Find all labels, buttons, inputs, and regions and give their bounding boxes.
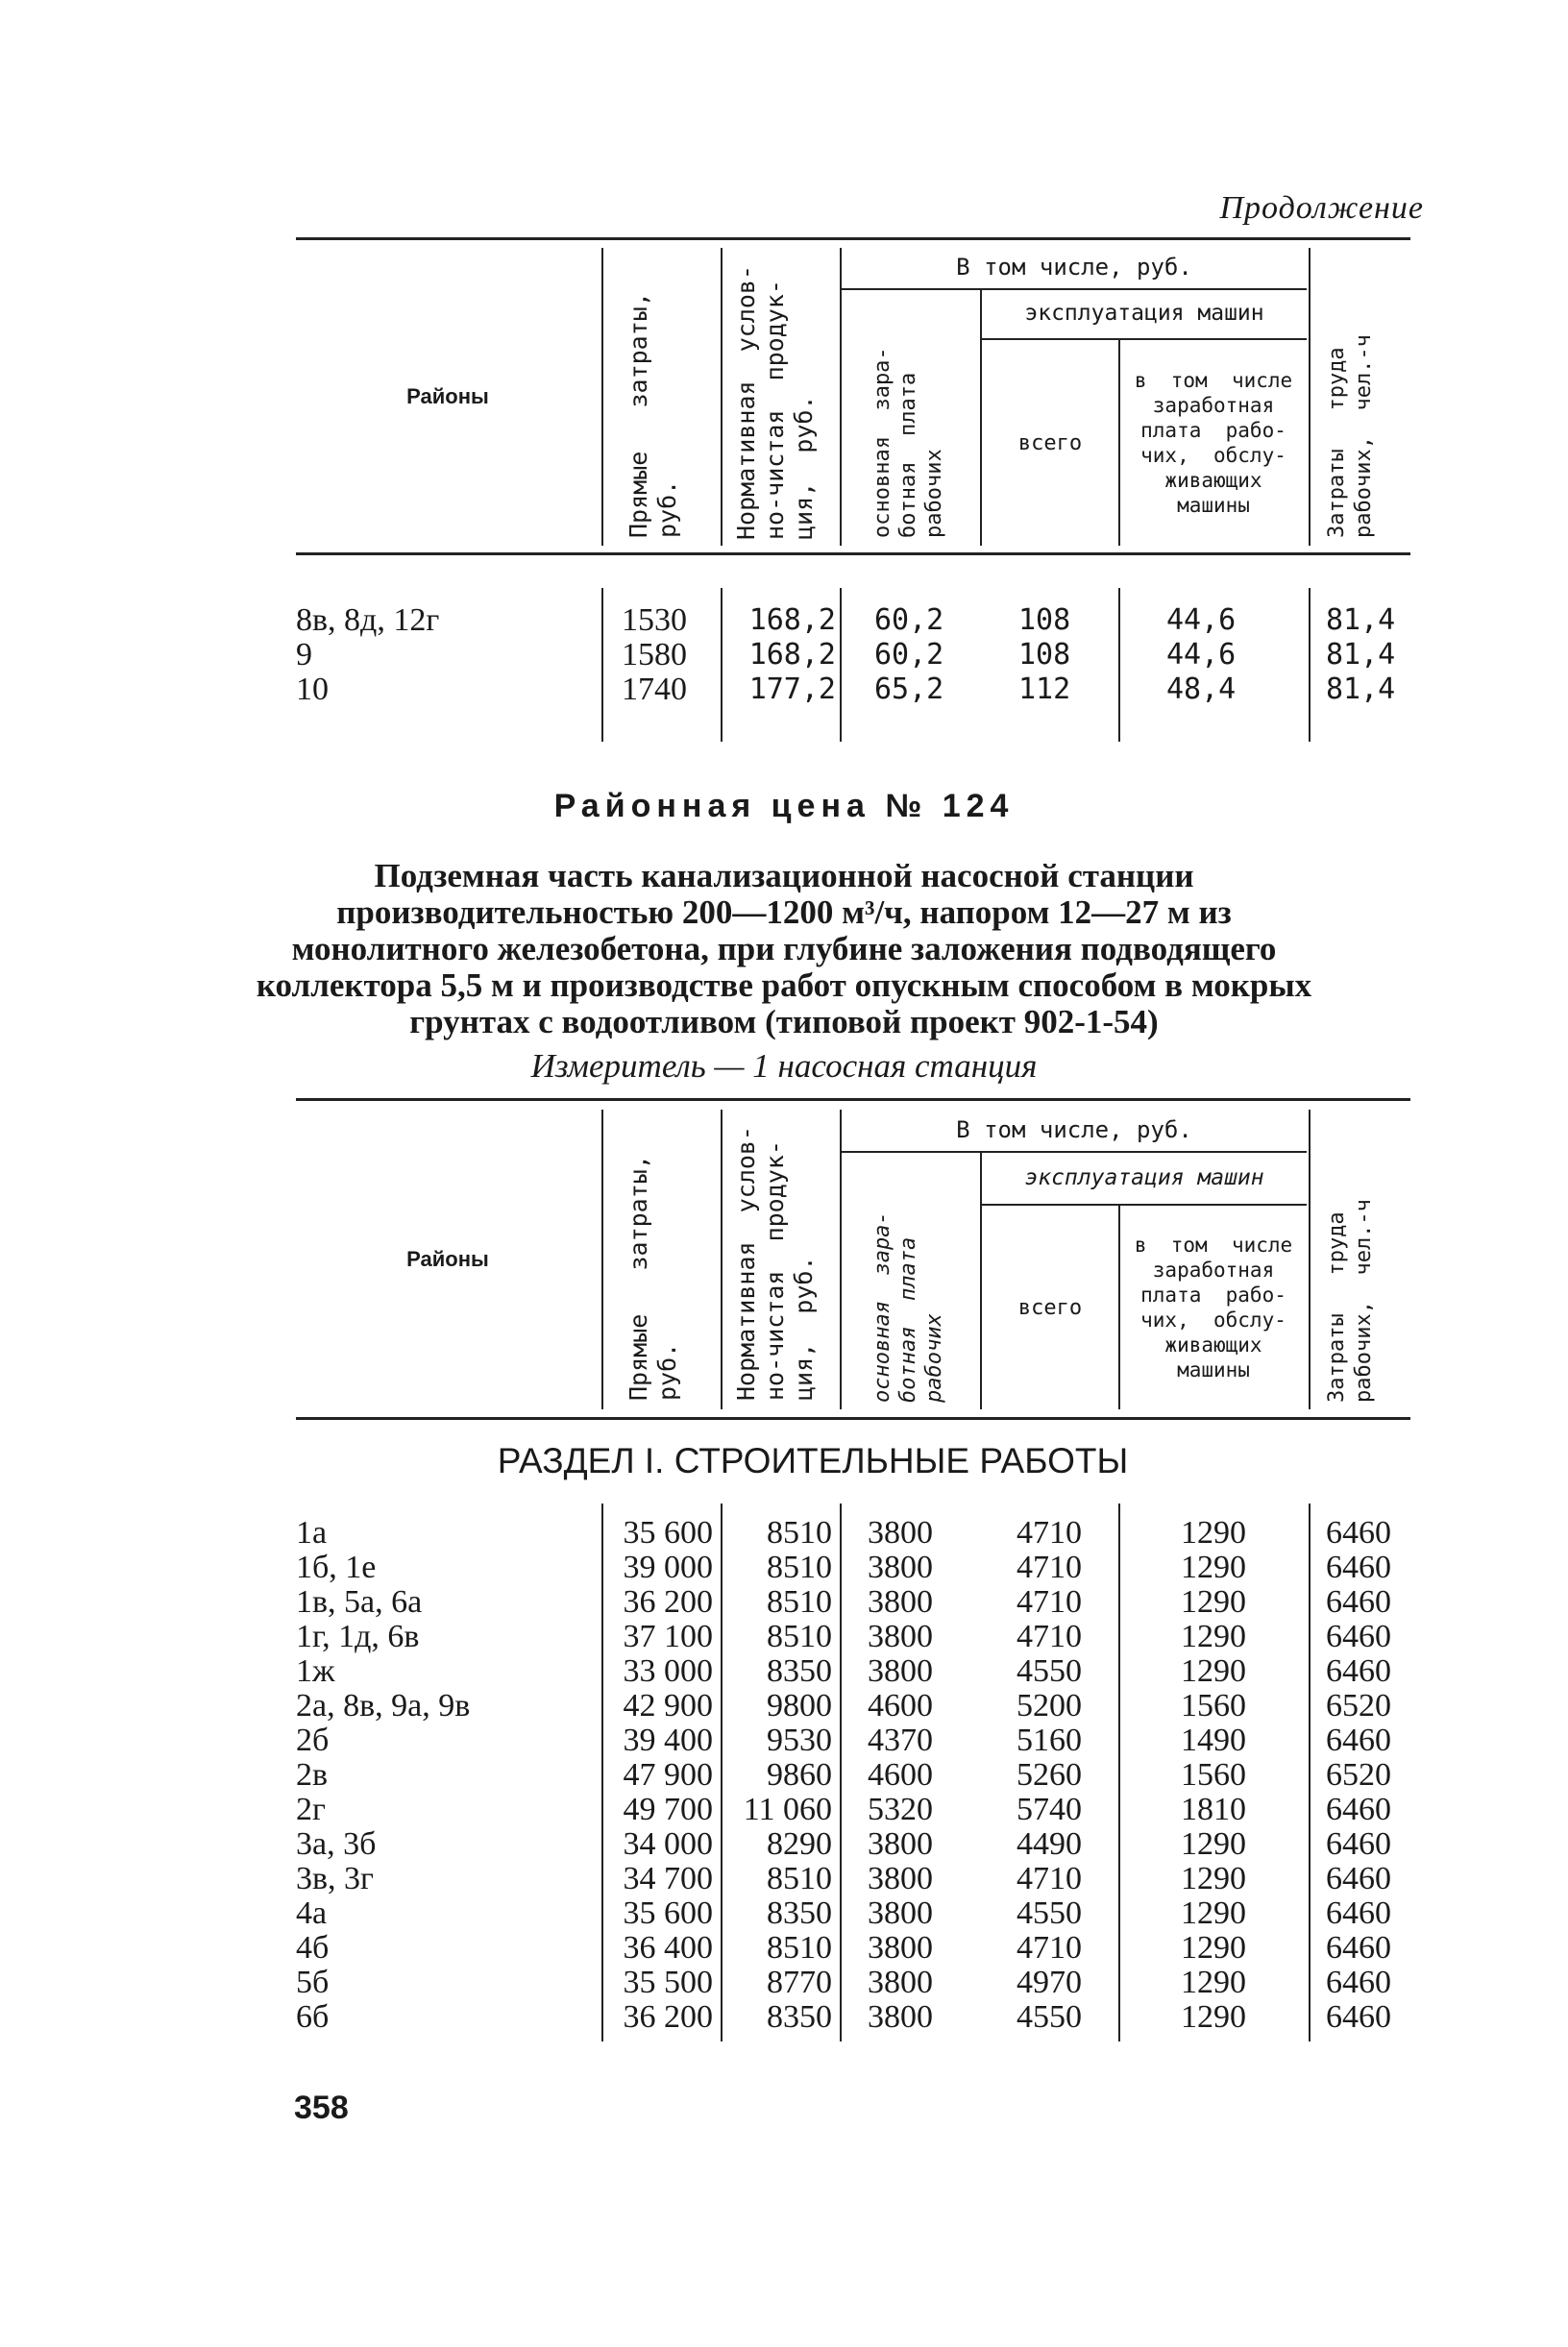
t1-total-2: 112 [1018,672,1071,706]
t2-base-wage-cell: 4600 [868,1688,933,1724]
t2-total-cell: 4710 [1017,1619,1082,1654]
including-header: В том числе, руб. [956,253,1192,281]
price-title: Районная цена № 124 [553,788,1015,824]
t2-regions-cell: 1г, 1д, 6в [296,1619,420,1654]
t2-direct-cell: 42 900 [623,1688,713,1724]
description-line: коллектора 5,5 м и производстве работ опускным способом в мокрых [256,966,1312,1004]
t1-normative-1: 168,2 [748,638,836,672]
labor-header-2: Затраты труда рабочих, чел.-ч [1325,1199,1376,1403]
t2-normative-cell: 11 060 [743,1792,832,1827]
t2-labor-cell: 6460 [1326,1826,1391,1862]
t1-total-1: 108 [1018,638,1071,672]
t2-normative-cell: 8510 [767,1584,832,1620]
t2-base-wage-cell: 3800 [868,1826,933,1862]
t2-total-cell: 4710 [1017,1550,1082,1585]
t2-normative-cell: 8290 [767,1826,832,1862]
t2-labor-cell: 6520 [1326,1688,1391,1724]
t2-normative-cell: 8510 [767,1861,832,1896]
t2-base-wage-cell: 4600 [868,1757,933,1793]
t2-labor-cell: 6460 [1326,1895,1391,1931]
machine-ops-header: эксплуатация машин [1024,300,1264,326]
continuation-label: Продолжение [1219,190,1424,226]
t2-direct-cell: 35 600 [623,1515,713,1551]
t2-regions-cell: 4а [296,1895,328,1931]
t2-total-cell: 4550 [1017,1653,1082,1689]
t2-regions-cell: 1а [296,1515,328,1551]
t2-normative-cell: 8510 [767,1930,832,1966]
t2-incl-wage-cell: 1290 [1181,1515,1246,1551]
t2-base-wage-cell: 3800 [868,1584,933,1620]
t2-total-cell: 5260 [1017,1757,1082,1793]
t2-direct-cell: 49 700 [623,1792,713,1827]
regions-header-2: Районы [406,1247,489,1271]
t2-base-wage-cell: 3800 [868,1550,933,1585]
t2-normative-cell: 8510 [767,1619,832,1654]
t2-direct-cell: 36 200 [623,1999,713,2035]
t2-direct-cell: 47 900 [623,1757,713,1793]
t2-regions-cell: 1ж [296,1653,335,1689]
t2-labor-cell: 6460 [1326,1999,1391,2035]
t2-labor-cell: 6460 [1326,1792,1391,1827]
direct-costs-header: Прямые затраты, руб. [625,292,681,538]
t2-incl-wage-cell: 1560 [1181,1757,1246,1793]
t2-regions-cell: 1б, 1е [296,1550,377,1585]
t1-direct-0: 1530 [622,602,687,638]
t2-normative-cell: 8350 [767,1895,832,1931]
measure-unit: Измеритель — 1 насосная станция [530,1047,1038,1085]
t2-normative-cell: 9860 [767,1757,832,1793]
t2-base-wage-cell: 3800 [868,1515,933,1551]
t2-base-wage-cell: 3800 [868,1965,933,2000]
t2-total-cell: 5200 [1017,1688,1082,1724]
t1-region-2: 10 [296,672,329,707]
t2-base-wage-cell: 5320 [868,1792,933,1827]
t2-regions-cell: 4б [296,1930,330,1966]
t2-total-cell: 4970 [1017,1965,1082,2000]
t2-incl-wage-cell: 1490 [1181,1723,1246,1758]
t1-direct-1: 1580 [622,637,687,672]
t2-direct-cell: 35 500 [623,1965,713,2000]
t2-base-wage-cell: 3800 [868,1619,933,1654]
t2-normative-cell: 8770 [767,1965,832,2000]
t2-direct-cell: 34 000 [623,1826,713,1862]
t1-labor-2: 81,4 [1326,672,1396,706]
t2-regions-cell: 6б [296,1999,330,2035]
t2-total-cell: 4710 [1017,1584,1082,1620]
t2-incl-wage-cell: 1290 [1181,1826,1246,1862]
t2-labor-cell: 6460 [1326,1584,1391,1620]
description [0,858,1568,1040]
t1-incl-wage-1: 44,6 [1166,638,1237,672]
t2-incl-wage-cell: 1290 [1181,1965,1246,2000]
regions-header: Районы [406,384,489,408]
t2-incl-wage-cell: 1290 [1181,1653,1246,1689]
t1-base-wage-2: 65,2 [874,672,944,706]
t1-region-1: 9 [296,637,312,672]
t2-normative-cell: 9530 [767,1723,832,1758]
description-line: монолитного железобетона, при глубине заложения подводящего [291,930,1277,967]
t2-regions-cell: 2в [296,1757,329,1793]
t2-direct-cell: 34 700 [623,1861,713,1896]
t2-total-cell: 5160 [1017,1723,1082,1758]
t2-direct-cell: 39 000 [623,1550,713,1585]
t2-normative-cell: 8350 [767,1999,832,2035]
t2-normative-cell: 9800 [767,1688,832,1724]
t2-incl-wage-cell: 1560 [1181,1688,1246,1724]
t2-direct-cell: 35 600 [623,1895,713,1931]
t2-total-cell: 4550 [1017,1895,1082,1931]
t2-direct-cell: 39 400 [623,1723,713,1758]
incl-wage-header: в том числе заработная плата рабо- чих, обслу- живающих машины [1134,369,1293,517]
t2-labor-cell: 6520 [1326,1757,1391,1793]
t2-labor-cell: 6460 [1326,1965,1391,2000]
t2-base-wage-cell: 3800 [868,1999,933,2035]
t1-base-wage-0: 60,2 [874,603,944,637]
t2-normative-cell: 8350 [767,1653,832,1689]
t2-total-cell: 4710 [1017,1930,1082,1966]
t2-base-wage-cell: 3800 [868,1930,933,1966]
t2-incl-wage-cell: 1290 [1181,1861,1246,1896]
t2-total-cell: 4490 [1017,1826,1082,1862]
t2-normative-cell: 8510 [767,1550,832,1585]
description-line: производительностью 200—1200 м³/ч, напором 12—27 м из [336,893,1232,931]
t2-regions-cell: 3а, 3б [296,1826,377,1862]
t2-incl-wage-cell: 1290 [1181,1895,1246,1931]
t2-labor-cell: 6460 [1326,1550,1391,1585]
t2-direct-cell: 36 400 [623,1930,713,1966]
t1-incl-wage-0: 44,6 [1166,603,1237,637]
t2-labor-cell: 6460 [1326,1723,1391,1758]
t2-incl-wage-cell: 1290 [1181,1584,1246,1620]
t2-incl-wage-cell: 1290 [1181,1930,1246,1966]
t2-regions-cell: 2а, 8в, 9а, 9в [296,1688,471,1724]
t2-direct-cell: 37 100 [623,1619,713,1654]
t2-regions-cell: 5б [296,1965,330,2000]
t2-total-cell: 4710 [1017,1515,1082,1551]
description-line: грунтах с водоотливом (типовой проект 902-1-54) [409,1003,1159,1040]
t2-incl-wage-cell: 1290 [1181,1999,1246,2035]
section-heading: РАЗДЕЛ I. СТРОИТЕЛЬНЫЕ РАБОТЫ [497,1441,1129,1480]
machine-ops-header-2: эксплуатация машин [1024,1164,1264,1190]
t2-base-wage-cell: 3800 [868,1653,933,1689]
t2-direct-cell: 36 200 [623,1584,713,1620]
t2-incl-wage-cell: 1290 [1181,1619,1246,1654]
base-wage-header-2: основная зара- ботная плата рабочих [870,1211,946,1403]
including-header-2: В том числе, руб. [956,1115,1192,1143]
t2-labor-cell: 6460 [1326,1653,1391,1689]
t2-labor-cell: 6460 [1326,1930,1391,1966]
description-line: Подземная часть канализационной насосной станции [374,857,1194,894]
t2-incl-wage-cell: 1810 [1181,1792,1246,1827]
t1-labor-0: 81,4 [1326,603,1396,637]
total-header: всего [1017,430,1083,455]
t1-incl-wage-2: 48,4 [1166,672,1237,706]
t1-direct-2: 1740 [622,672,687,707]
total-header-2: всего [1017,1295,1083,1320]
normative-header-2: Нормативная услов- но-чистая продук- ция, руб. [732,1126,818,1401]
t2-regions-cell: 3в, 3г [296,1861,374,1896]
t2-direct-cell: 33 000 [623,1653,713,1689]
t2-regions-cell: 2б [296,1723,330,1758]
base-wage-header: основная зара- ботная плата рабочих [870,347,946,538]
t1-normative-0: 168,2 [748,603,836,637]
t1-normative-2: 177,2 [748,672,836,706]
t2-labor-cell: 6460 [1326,1619,1391,1654]
t2-regions-cell: 2г [296,1792,326,1827]
t2-incl-wage-cell: 1290 [1181,1550,1246,1585]
direct-costs-header-2: Прямые затраты, руб. [625,1155,681,1401]
t2-total-cell: 4710 [1017,1861,1082,1896]
t2-regions-cell: 1в, 5а, 6а [296,1584,423,1620]
t1-labor-1: 81,4 [1326,638,1396,672]
t2-base-wage-cell: 4370 [868,1723,933,1758]
page-number: 358 [294,2090,349,2126]
t2-labor-cell: 6460 [1326,1861,1391,1896]
t2-total-cell: 4550 [1017,1999,1082,2035]
labor-header: Затраты труда рабочих, чел.-ч [1325,334,1376,538]
t2-labor-cell: 6460 [1326,1515,1391,1551]
incl-wage-header-2: в том числе заработная плата рабо- чих, обслу- живающих машины [1134,1234,1293,1381]
t2-normative-cell: 8510 [767,1515,832,1551]
t1-total-0: 108 [1018,603,1071,637]
t2-base-wage-cell: 3800 [868,1895,933,1931]
t1-base-wage-1: 60,2 [874,638,944,672]
t2-total-cell: 5740 [1017,1792,1082,1827]
t2-base-wage-cell: 3800 [868,1861,933,1896]
normative-header: Нормативная услов- но-чистая продук- ция, руб. [732,265,818,540]
t1-region-0: 8в, 8д, 12г [296,602,440,638]
